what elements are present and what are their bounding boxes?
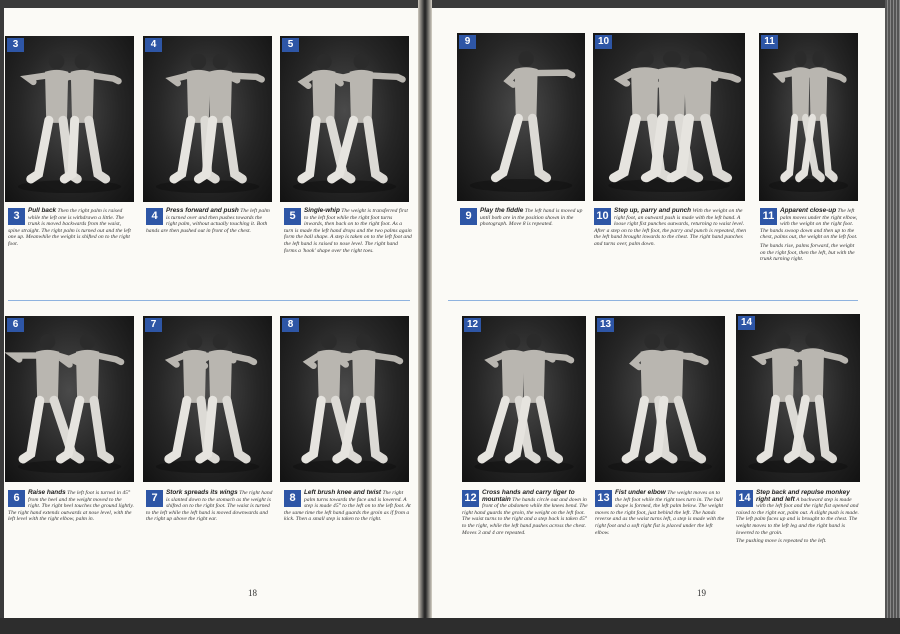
figure-illustration	[5, 316, 134, 482]
book-gutter	[418, 0, 432, 634]
step-title: Left brush knee and twist	[304, 489, 382, 496]
step-8-photo	[280, 316, 409, 482]
step-9-caption	[460, 208, 588, 288]
photo-step-number: 11	[761, 35, 778, 49]
photo-step-number: 3	[7, 38, 24, 52]
figure-illustration	[457, 33, 585, 201]
step-number-badge: 5	[284, 208, 301, 225]
figure-illustration	[5, 36, 134, 202]
step-title: Play the fiddle	[480, 207, 524, 214]
step-title: Step back and repulse monkey right and left	[756, 489, 850, 503]
figure-illustration	[280, 316, 409, 482]
section-divider-right	[448, 300, 858, 301]
step-12-caption	[462, 490, 589, 570]
step-title: Press forward and push	[166, 207, 239, 214]
figure-illustration	[759, 33, 858, 201]
step-description: A backward step is made with the left foot and the right fist opened and raised to the right ear, palm out. A slight push is made. The left palm faces up and is brought to the chest. The weight moves to the left leg and the right hand is lowered to the groin.	[736, 496, 859, 536]
step-7-caption	[146, 490, 274, 570]
step-number-badge: 14	[736, 490, 753, 507]
step-4-caption	[146, 208, 274, 288]
step-title: Pull back	[28, 207, 57, 214]
step-number-badge: 3	[8, 208, 25, 225]
step-14-photo	[736, 314, 860, 482]
step-number-badge: 4	[146, 208, 163, 225]
step-7-photo	[143, 316, 272, 482]
step-10-caption	[594, 208, 747, 288]
step-title: Single-whip	[304, 207, 340, 214]
photo-step-number: 6	[7, 318, 24, 332]
photo-step-number: 5	[282, 38, 299, 52]
step-title: Cross hands and carry tiger to mountain	[482, 489, 575, 503]
step-5-photo	[280, 36, 409, 202]
step-13-caption	[595, 490, 728, 570]
step-description: The left hand is moved up until both are in the position shown in the photograph. Move 8 is repeated.	[480, 208, 583, 228]
step-14-caption	[736, 490, 860, 580]
figure-illustration	[595, 316, 725, 482]
page-edges	[885, 0, 900, 634]
section-divider-left	[8, 300, 410, 301]
step-12-photo	[462, 316, 586, 482]
step-6-caption	[8, 490, 134, 570]
step-description: With the weight on the right foot, an outward push is made with the left hand. A loose right fist punches outwards, returning to waist level. After a step on to the left foot, the parry and punch is repeated, then the left hand brought inwards to the chest. The right hand punches and turns over, palm down.	[594, 208, 747, 247]
step-4-photo	[143, 36, 272, 202]
step-number-badge: 13	[595, 490, 612, 507]
step-description: The left palm is turned over and then pushes towards the right palm, without actually touching it. Both hands are then pushed out in front of the chest.	[146, 208, 270, 234]
step-10-photo	[593, 33, 745, 201]
step-number-badge: 7	[146, 490, 163, 507]
step-description: The left palm moves under the right elbow, with the weight on the right foot. The hands swoop down and then up to the chest, palms out, the weight on the left foot.	[760, 208, 858, 241]
step-description: The right hand is slanted down to the stomach as the weight is shifted on to the right foot. The waist is turned to the left while the left hand is moved downwards and the right up above the right ear.	[146, 490, 273, 523]
step-number-badge: 8	[284, 490, 301, 507]
figure-illustration	[593, 33, 745, 201]
page-number-left: 18	[248, 588, 257, 598]
step-8-caption	[284, 490, 412, 570]
step-description: The hands circle out and down in front of the abdomen while the knees bend. The right hand guards the groin, the weight on the left foot. The waist turns to the right and a step back is taken 45° to the right, while the left hand pushes across the chest. Moves 3 and 4 are repeated.	[462, 496, 588, 536]
step-description: The weight moves on to the left foot while the right toes turn in. The bull shape is formed, the left palm below. The weight moves to the right foot, just behind the left. The hands reverse and as the waist turns left, a step is made with the right foot and a soft right fist is placed under the left elbow.	[595, 490, 725, 536]
step-description: The left foot is turned in 45° from the heel and the weight moved to the right. The right heel touches the ground lightly. The right hand extends outwards at nose level, with the left level with the right elbow, palm in.	[8, 490, 134, 523]
step-9-photo	[457, 33, 585, 201]
photo-step-number: 13	[597, 318, 614, 332]
figure-illustration	[280, 36, 409, 202]
figure-illustration	[143, 316, 272, 482]
page-number-right: 19	[697, 588, 706, 598]
step-5-caption	[284, 208, 412, 288]
step-3-photo	[5, 36, 134, 202]
step-number-badge: 10	[594, 208, 611, 225]
step-3-caption	[8, 208, 134, 288]
step-title: Apparent close-up	[780, 207, 837, 214]
figure-illustration	[736, 314, 860, 482]
step-extra-text: The hands rise, palms forward, the weight on the right foot, then the left, but with the trunk turning right.	[760, 242, 855, 263]
figure-illustration	[143, 36, 272, 202]
step-6-photo	[5, 316, 134, 482]
photo-step-number: 4	[145, 38, 162, 52]
photo-step-number: 7	[145, 318, 162, 332]
step-number-badge: 12	[462, 490, 479, 507]
step-title: Step up, parry and punch	[614, 207, 692, 214]
bottom-edge	[0, 618, 900, 634]
step-title: Fist under elbow	[615, 489, 666, 496]
step-number-badge: 9	[460, 208, 477, 225]
step-title: Stork spreads its wings	[166, 489, 238, 496]
step-11-caption	[760, 208, 860, 300]
step-description: The right palm turns towards the face and is lowered. A step is made 45° to the left on to the left foot. At the same time the left hand guards the groin as if from a kick. Then a small step is taken to the right.	[284, 490, 411, 523]
photo-step-number: 10	[595, 35, 612, 49]
step-13-photo	[595, 316, 725, 482]
step-description: Then the right palm is raised while the left one is withdrawn a little. The trunk is moved backwards from the waist, spine straight. The right palm is turned out and the left one up. Meanwhile the weight is shifted on to the right foot.	[8, 208, 131, 247]
photo-step-number: 9	[459, 35, 476, 49]
step-description: The weight is transferred first to the left foot while the right foot turns inwards, then back on to the right foot. As a turn is made the left hand drops and the two palms again form the ball shape. A step is taken on to the left foot and the left hand is raised to nose level. The right hand forms a 'hook' shape over the right toes.	[284, 208, 412, 254]
step-number-badge: 6	[8, 490, 25, 507]
step-title: Raise hands	[28, 489, 66, 496]
photo-step-number: 12	[464, 318, 481, 332]
step-number-badge: 11	[760, 208, 777, 225]
figure-illustration	[462, 316, 586, 482]
photo-step-number: 14	[738, 316, 755, 330]
step-extra-text: The pushing move is repeated to the left.	[736, 538, 827, 545]
step-11-photo	[759, 33, 858, 201]
photo-step-number: 8	[282, 318, 299, 332]
